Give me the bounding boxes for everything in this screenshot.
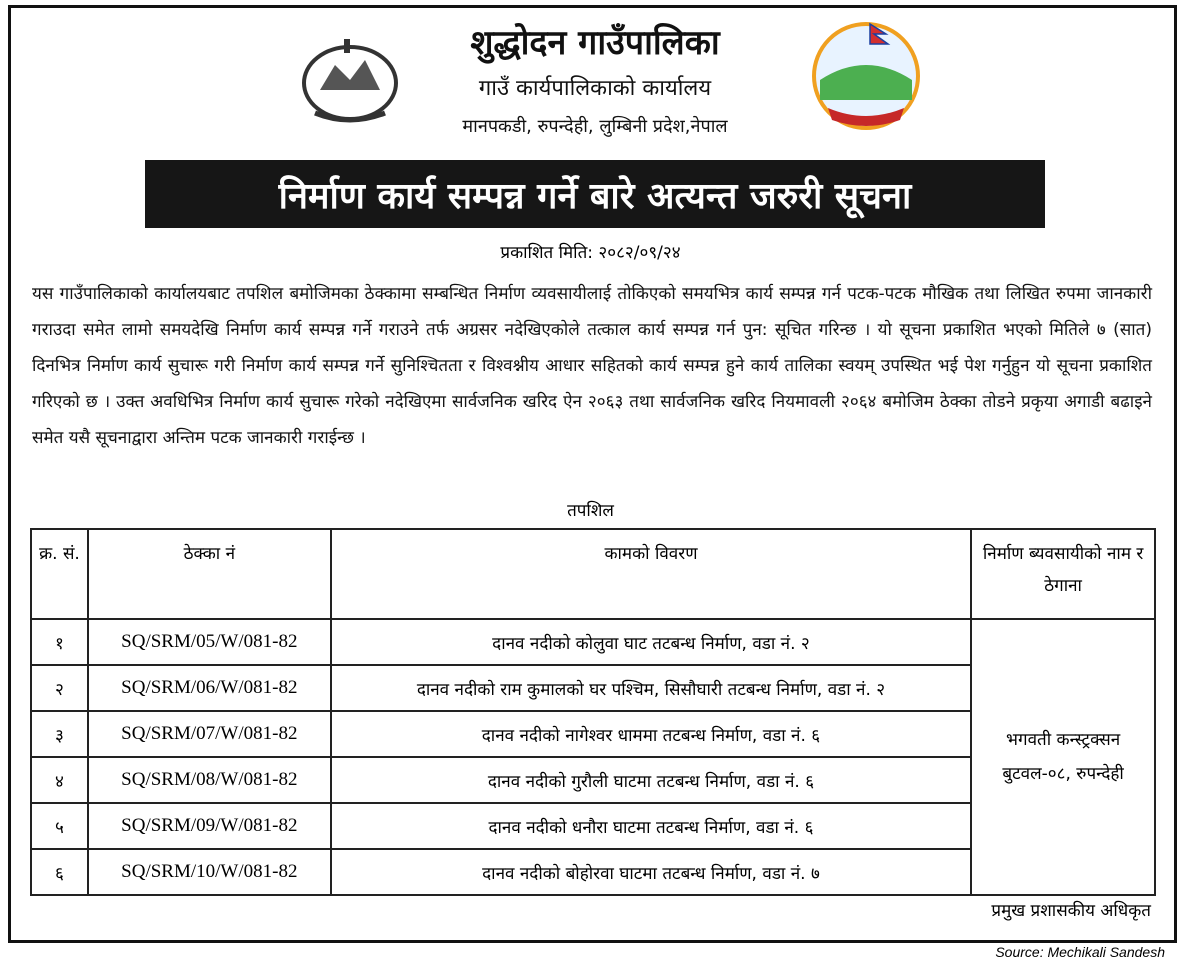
- description: दानव नदीको धनौरा घाटमा तटबन्ध निर्माण, वडा नं. ६: [331, 803, 972, 849]
- sn: ३: [31, 711, 88, 757]
- contract-no: SQ/SRM/06/W/081-82: [88, 665, 331, 711]
- municipality-logo-icon: [810, 20, 922, 132]
- header-contractor: निर्माण ब्यवसायीको नाम र ठेगाना: [971, 529, 1155, 619]
- description: दानव नदीको राम कुमालको घर पश्चिम, सिसौघारी तटबन्ध निर्माण, वडा नं. २: [331, 665, 972, 711]
- header-description: कामको विवरण: [331, 529, 972, 619]
- contract-no: SQ/SRM/09/W/081-82: [88, 803, 331, 849]
- office-name: गाउँ कार्यपालिकाको कार्यालय: [478, 76, 712, 101]
- table-header-row: [31, 529, 1155, 619]
- description: दानव नदीको नागेश्वर धाममा तटबन्ध निर्माण, वडा नं. ६: [331, 711, 972, 757]
- sn: १: [31, 619, 88, 665]
- sn: ४: [31, 757, 88, 803]
- notice-body: यस गाउँपालिकाको कार्यालयबाट तपशिल बमोजिमका ठेक्कामा सम्बन्धित निर्माण व्यवसायीलाई तोकिएको समयभित्र कार्य सम्पन्न गर्न पटक-पटक मौखिक तथा लिखित रुपमा जानकारी गराउदा समेत लामो समयदेखि निर्माण कार्य सम्पन्न गर्ने गराउने तर्फ अग्रसर नदेखिएकोले तत्काल कार्य सम्पन्न गर्न पुन: सूचित गरिन्छ । यो सूचना प्रकाशित भएको मितिले ७ (सात) दिनभित्र निर्माण कार्य सुचारू गरी निर्माण कार्य सम्पन्न गर्ने सुनिश्चितता र विश्वश्नीय आधार सहितको कार्य सम्पन्न हुने कार्य तालिका स्वयम् उपस्थित भई पेश गर्नुहुन यो सूचना प्रकाशित गरिएको छ । उक्त अवधिभित्र निर्माण कार्य सुचारू गरेको नदेखिएमा सार्वजनिक खरिद ऐन २०६३ तथा सार्वजनिक खरिद नियमावली २०६४ बमोजिम ठेक्का तोडने प्रकृया अगाडी बढाइने समेत यसै सूचनाद्वारा अन्तिम पटक जानकारी गराईन्छ ।: [32, 284, 1152, 448]
- sn: ६: [31, 849, 88, 895]
- contract-no: SQ/SRM/10/W/081-82: [88, 849, 331, 895]
- contracts-table: [30, 528, 1156, 896]
- source-credit: Source: Mechikali Sandesh: [995, 944, 1165, 960]
- contractor: भगवती कन्स्ट्रक्सन बुटवल-०८, रुपन्देही: [971, 619, 1155, 895]
- header-contract-no: ठेक्का नं: [88, 529, 331, 619]
- contract-no: SQ/SRM/07/W/081-82: [88, 711, 331, 757]
- municipality-name: शुद्धोदन गाउँपालिका: [470, 23, 720, 63]
- publication-date: प्रकाशित मिति: २०८२/०९/२४: [500, 243, 681, 263]
- header-sn: क्र. सं.: [31, 529, 88, 619]
- contract-no: SQ/SRM/05/W/081-82: [88, 619, 331, 665]
- notice-title-banner: निर्माण कार्य सम्पन्न गर्ने बारे अत्यन्त जरुरी सूचना: [145, 160, 1045, 228]
- office-address: मानपकडी, रुपन्देही, लुम्बिनी प्रदेश,नेपाल: [462, 116, 728, 137]
- description: दानव नदीको कोलुवा घाट तटबन्ध निर्माण, वडा नं. २: [331, 619, 972, 665]
- sn: २: [31, 665, 88, 711]
- description: दानव नदीको गुरौली घाटमा तटबन्ध निर्माण, वडा नं. ६: [331, 757, 972, 803]
- table-row: [31, 619, 1155, 665]
- nepal-emblem-icon: [300, 35, 400, 123]
- table-label: तपशिल: [567, 501, 614, 521]
- signatory-title: प्रमुख प्रशासकीय अधिकृत: [991, 901, 1151, 921]
- contract-no: SQ/SRM/08/W/081-82: [88, 757, 331, 803]
- sn: ५: [31, 803, 88, 849]
- description: दानव नदीको बोहोरवा घाटमा तटबन्ध निर्माण, वडा नं. ७: [331, 849, 972, 895]
